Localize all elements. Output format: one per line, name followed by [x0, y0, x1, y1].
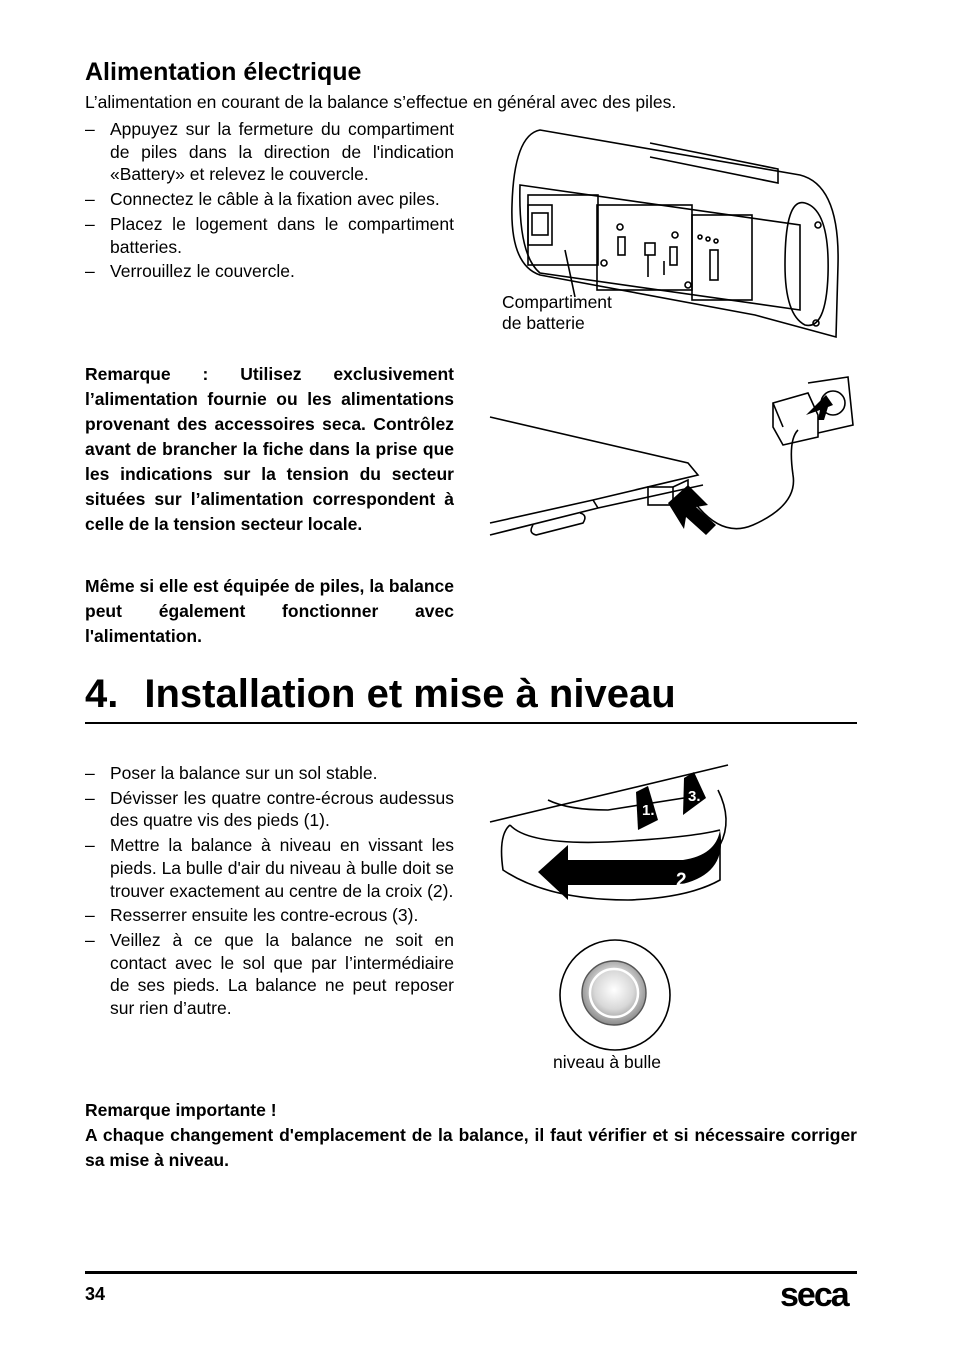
- chapter-number: 4.: [85, 672, 119, 716]
- battery-figure-caption: [502, 292, 612, 334]
- list-item: – Veillez à ce que la balance ne soit en contact avec le sol que par l’intermédiaire de ses pieds. La balance ne peut reposer sur rien d’autre.: [85, 929, 454, 1020]
- important-note-title: Remarque importante !: [85, 1100, 277, 1120]
- list-item: – Verrouillez le couvercle.: [85, 260, 454, 283]
- power-intro: L’alimentation en courant de la balance s’effectue en général avec des piles.: [85, 92, 677, 112]
- foot-label-step3: 3.: [688, 788, 701, 805]
- list-item: – Dévisser les quatre contre-écrous audessus des quatre vis des pieds (1).: [85, 787, 454, 832]
- footer-rule: [85, 1271, 857, 1274]
- list-item: – Poser la balance sur un sol stable.: [85, 762, 454, 785]
- list-item: – Mettre la balance à niveau en vissant les pieds. La bulle d'air du niveau à bulle doit se trouver exactement au centre de la croix (2).: [85, 834, 454, 902]
- chapter-title: Installation et mise à niveau: [144, 672, 676, 716]
- list-item: – Resserrer ensuite les contre-ecrous (3).: [85, 904, 454, 927]
- caption-line: de batterie: [502, 313, 585, 333]
- bubble-level-caption: niveau à bulle: [553, 1052, 661, 1072]
- chapter-heading: [85, 670, 676, 718]
- caption-line: Compartiment: [502, 292, 612, 312]
- list-item: – Placez le logement dans le compartiment batteries.: [85, 213, 454, 258]
- foot-label-step2: 2.: [676, 870, 692, 891]
- chapter-rule: [85, 722, 857, 724]
- seca-logo: seca: [780, 1276, 848, 1314]
- section-heading-power: Alimentation électrique: [85, 58, 362, 86]
- list-item: – Connectez le câble à la fixation avec piles.: [85, 188, 454, 211]
- page-number: 34: [85, 1284, 106, 1304]
- foot-label-step1: 1.: [642, 802, 655, 819]
- battery-note: Même si elle est équipée de piles, la balance peut également fonctionner avec l'alimentation.: [85, 576, 454, 646]
- level-steps-list: [85, 762, 454, 1022]
- power-adapter-figure: [488, 375, 858, 550]
- foot-adjust-figure: [488, 760, 738, 920]
- power-steps-list: [85, 118, 454, 285]
- list-item: – Appuyez sur la fermeture du compartiment de piles dans la direction de l'indication «Battery» et relevez le couvercle.: [85, 118, 454, 186]
- important-note-text: A chaque changement d'emplacement de la balance, il faut vérifier et si nécessaire corriger sa mise à niveau.: [85, 1125, 857, 1170]
- power-supply-note: Remarque : Utilisez exclusivement l’alimentation fournie ou les alimentations provenant des accessoires seca. Contrôlez avant de brancher la fiche dans la prise que les indications sur la tension du secteur situées sur l’alimentation correspondent à celle de la tension secteur locale.: [85, 364, 454, 534]
- bubble-level-figure: [557, 937, 673, 1053]
